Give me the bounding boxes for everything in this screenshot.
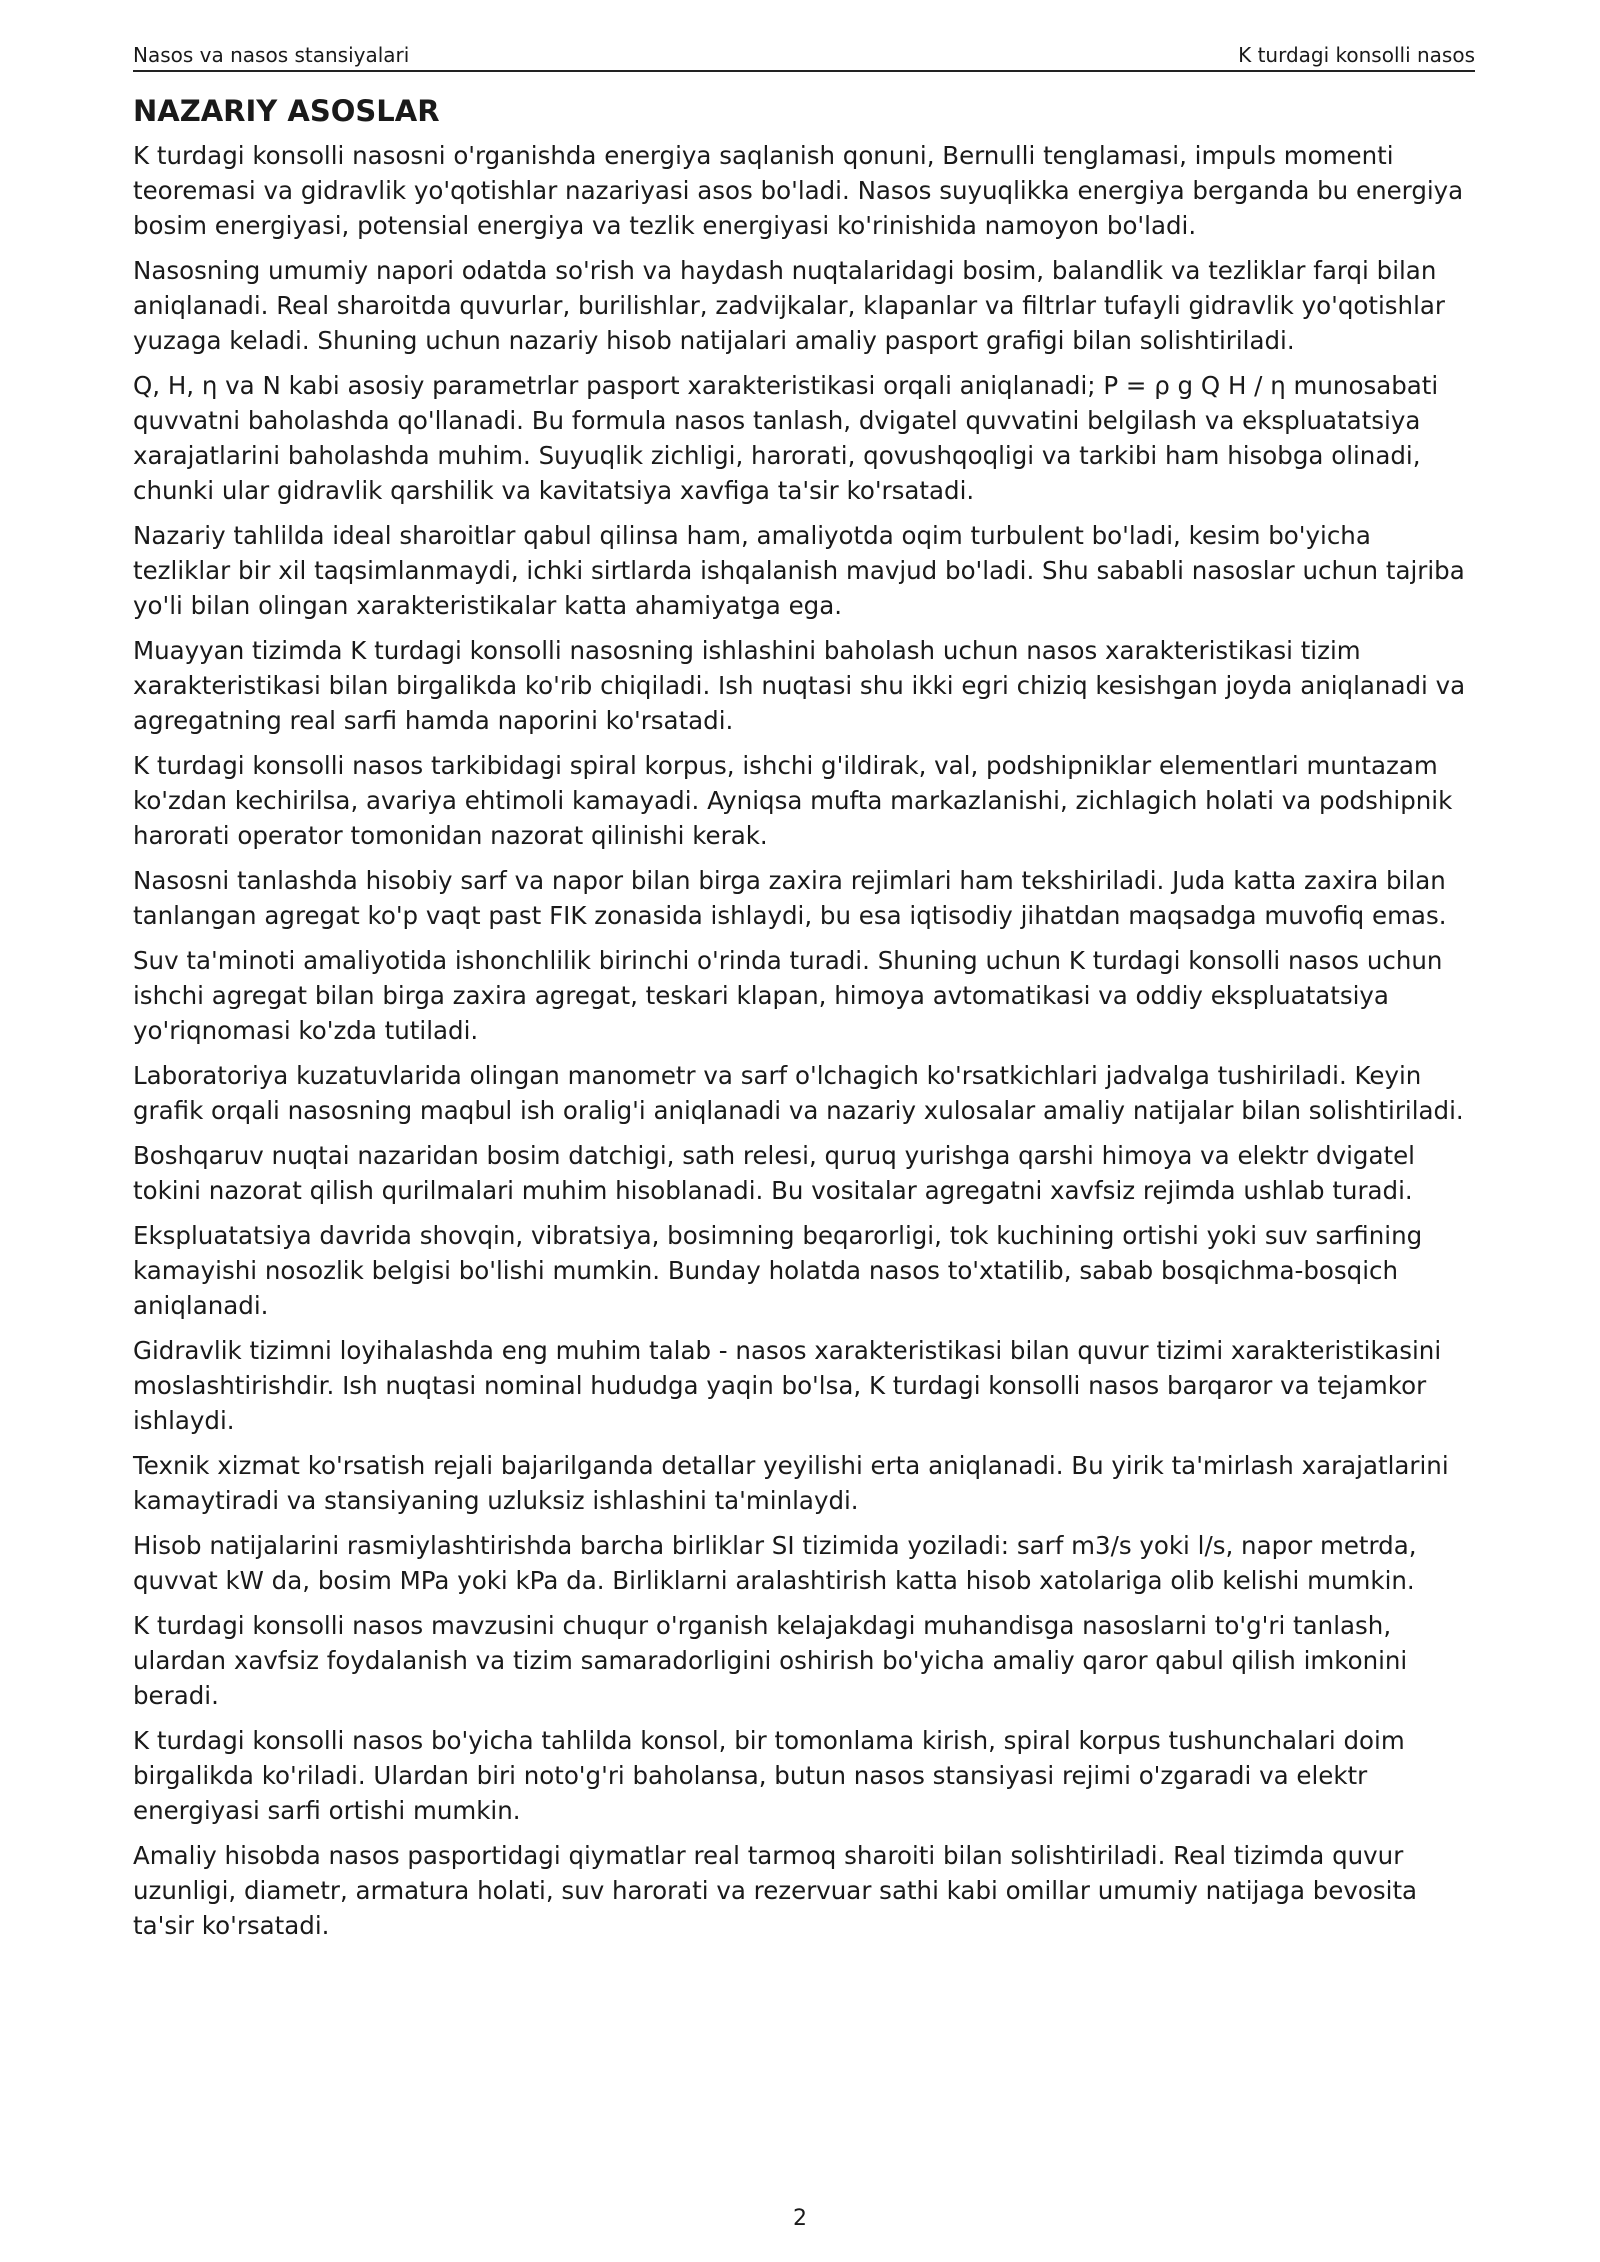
paragraph: K turdagi konsolli nasos bo'yicha tahlilda konsol, bir tomonlama kirish, spiral korpus tushunchalari doim birgalikda ko'riladi. Ulardan biri noto'g'ri baholansa, butun nasos stansiyasi rejimi o'zgaradi va elektr energiyasi sarfi ortishi mumkin. [133, 1726, 1405, 1825]
paragraph: Boshqaruv nuqtai nazaridan bosim datchigi, sath relesi, quruq yurishga qarshi himoya va elektr dvigatel tokini nazorat qilish qurilmalari muhim hisoblanadi. Bu vositalar agregatni xavfsiz rejimda ushlab turadi. [133, 1141, 1415, 1205]
paragraph: Nasosning umumiy napori odatda so'rish va haydash nuqtalaridagi bosim, balandlik va tezliklar farqi bilan aniqlanadi. Real sharoitda quvurlar, burilishlar, zadvijkalar, klapanlar va filtrlar tufayli gidravlik yo'qotishlar yuzaga keladi. Shuning uchun nazariy hisob natijalari amaliy pasport grafigi bilan solishtiriladi. [133, 256, 1445, 355]
page-header [133, 40, 1475, 72]
paragraph: Texnik xizmat ko'rsatish rejali bajarilganda detallar yeyilishi erta aniqlanadi. Bu yirik ta'mirlash xarajatlarini kamaytiradi va stansiyaning uzluksiz ishlashini ta'minlaydi. [133, 1451, 1449, 1515]
paragraph: Nazariy tahlilda ideal sharoitlar qabul qilinsa ham, amaliyotda oqim turbulent bo'ladi, kesim bo'yicha tezliklar bir xil taqsimlanmaydi, ichki sirtlarda ishqalanish mavjud bo'ladi. Shu sababli nasoslar uchun tajriba yo'li bilan olingan xarakteristikalar katta ahamiyatga ega. [133, 521, 1465, 620]
paragraph: K turdagi konsolli nasos tarkibidagi spiral korpus, ishchi g'ildirak, val, podshipniklar elementlari muntazam ko'zdan kechirilsa, avariya ehtimoli kamayadi. Ayniqsa mufta markazlanishi, zichlagich holati va podshipnik harorati operator tomonidan nazorat qilinishi kerak. [133, 751, 1453, 850]
paragraph: Suv ta'minoti amaliyotida ishonchlilik birinchi o'rinda turadi. Shuning uchun K turdagi konsolli nasos uchun ishchi agregat bilan birga zaxira agregat, teskari klapan, himoya avtomatikasi va oddiy ekspluatatsiya yo'riqnomasi ko'zda tutiladi. [133, 946, 1443, 1045]
paragraph: Hisob natijalarini rasmiylashtirishda barcha birliklar SI tizimida yoziladi: sarf m3/s yoki l/s, napor metrda, quvvat kW da, bosim MPa yoki kPa da. Birliklarni aralashtirish katta hisob xatolariga olib kelishi mumkin. [133, 1531, 1417, 1595]
paragraph: K turdagi konsolli nasosni o'rganishda energiya saqlanish qonuni, Bernulli tenglamasi, impuls momenti teoremasi va gidravlik yo'qotishlar nazariyasi asos bo'ladi. Nasos suyuqlikka energiya berganda bu energiya bosim energiyasi, potensial energiya va tezlik energiyasi ko'rinishida namoyon bo'ladi. [133, 141, 1464, 240]
paragraph: Nasosni tanlashda hisobiy sarf va napor bilan birga zaxira rejimlari ham tekshiriladi. Juda katta zaxira bilan tanlangan agregat ko'p vaqt past FIK zonasida ishlaydi, bu esa iqtisodiy jihatdan maqsadga muvofiq emas. [133, 866, 1447, 930]
page-content [133, 90, 1475, 1953]
section-title: NAZARIY ASOSLAR [133, 94, 440, 128]
paragraph: Gidravlik tizimni loyihalashda eng muhim talab - nasos xarakteristikasi bilan quvur tizimi xarakteristikasini moslashtirishdir. Ish nuqtasi nominal hududga yaqin bo'lsa, K turdagi konsolli nasos barqaror va tejamkor ishlaydi. [133, 1336, 1442, 1435]
paragraph: Laboratoriya kuzatuvlarida olingan manometr va sarf o'lchagich ko'rsatkichlari jadvalga tushiriladi. Keyin grafik orqali nasosning maqbul ish oralig'i aniqlanadi va nazariy xulosalar amaliy natijalar bilan solishtiriladi. [133, 1061, 1464, 1125]
paragraph: Amaliy hisobda nasos pasportidagi qiymatlar real tarmoq sharoiti bilan solishtiriladi. Real tizimda quvur uzunligi, diametr, armatura holati, suv harorati va rezervuar sathi kabi omillar umumiy natijaga bevosita ta'sir ko'rsatadi. [133, 1841, 1418, 1940]
paragraph: Ekspluatatsiya davrida shovqin, vibratsiya, bosimning beqarorligi, tok kuchining ortishi yoki suv sarfining kamayishi nosozlik belgisi bo'lishi mumkin. Bunday holatda nasos to'xtatilib, sabab bosqichma-bosqich aniqlanadi. [133, 1221, 1423, 1320]
paragraph: K turdagi konsolli nasos mavzusini chuqur o'rganish kelajakdagi muhandisga nasoslarni to'g'ri tanlash, ulardan xavfsiz foydalanish va tizim samaradorligini oshirish bo'yicha amaliy qaror qabul qilish imkonini beradi. [133, 1611, 1408, 1710]
header-topic-title: K turdagi konsolli nasos [1238, 43, 1475, 67]
header-document-title: Nasos va nasos stansiyalari [133, 43, 410, 67]
page-number: 2 [793, 2206, 807, 2231]
paragraph: Q, H, η va N kabi asosiy parametrlar pasport xarakteristikasi orqali aniqlanadi; P = ρ g Q H / η munosabati quvvatni baholashda qo'llanadi. Bu formula nasos tanlash, dvigatel quvvatini belgilash va ekspluatatsiya xarajatlarini baholashda muhim. Suyuqlik zichligi, harorati, qovushqoqligi va tarkibi ham hisobga olinadi, chunki ular gidravlik qarshilik va kavitatsiya xavfiga ta'sir ko'rsatadi. [133, 371, 1439, 505]
paragraph: Muayyan tizimda K turdagi konsolli nasosning ishlashini baholash uchun nasos xarakteristikasi tizim xarakteristikasi bilan birgalikda ko'rib chiqiladi. Ish nuqtasi shu ikki egri chiziq kesishgan joyda aniqlanadi va agregatning real sarfi hamda naporini ko'rsatadi. [133, 636, 1466, 735]
